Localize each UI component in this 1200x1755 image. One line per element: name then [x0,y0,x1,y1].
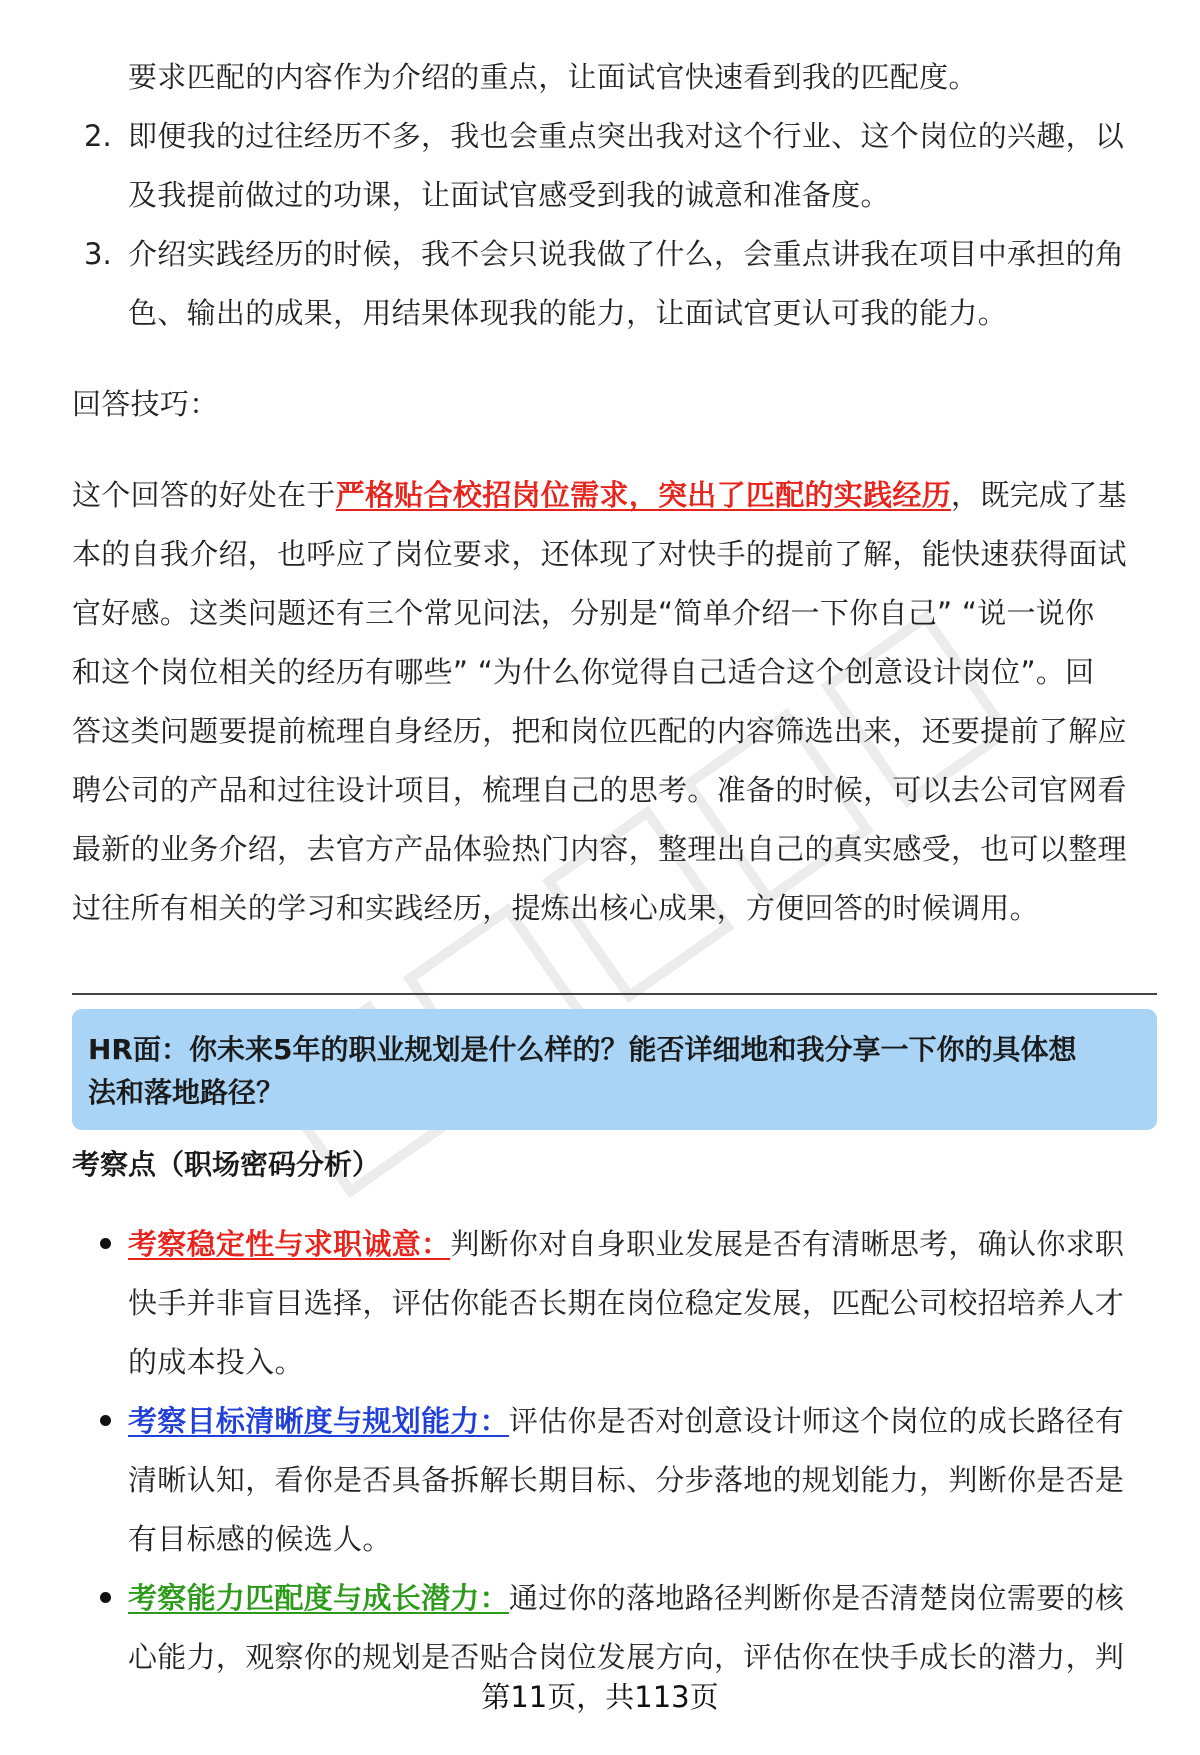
tips-line1-tail: ，既完成了基 [951,478,1127,512]
question-line-2: 法和落地路径？ [88,1076,285,1109]
tips-intro-text: 这个回答的好处在于 [72,478,336,512]
bullet-1-line-2: 快手并非盲目选择，评估你能否长期在岗位稳定发展，匹配公司校招培养人才 [128,1286,1125,1320]
bullet-1-text: 判断你对自身职业发展是否有清晰思考，确认你求职 [450,1227,1125,1261]
bullet-2-label: 考察目标清晰度与规划能力： [128,1404,509,1438]
tips-paragraph-line-2: 本的自我介绍，也呼应了岗位要求，还体现了对快手的提前了解，能快速获得面试 [72,537,1127,571]
list-item-3-line-1: 介绍实践经历的时候，我不会只说我做了什么，会重点讲我在项目中承担的角 [128,237,1125,271]
bullet-2-text: 评估你是否对创意设计师这个岗位的成长路径有 [508,1404,1125,1438]
bullet-2-line-1 [128,1401,1124,1441]
bullet-2-line-3: 有目标感的候选人。 [128,1522,392,1556]
list-number-2: 2. [84,119,112,153]
bullet-dot-3 [100,1592,111,1603]
tips-paragraph-line-1 [72,475,1127,515]
tips-paragraph-line-8: 过往所有相关的学习和实践经历，提炼出核心成果，方便回答的时候调用。 [72,891,1039,925]
tips-paragraph-line-5: 答这类问题要提前梳理自身经历，把和岗位匹配的内容筛选出来，还要提前了解应 [72,714,1127,748]
bullet-dot-2 [100,1415,111,1426]
bullet-3-text: 通过你的落地路径判断你是否清楚岗位需要的核 [508,1581,1125,1615]
tips-paragraph-line-6: 聘公司的产品和过往设计项目，梳理自己的思考。准备的时候，可以去公司官网看 [72,773,1127,807]
bullet-3-line-2: 心能力，观察你的规划是否贴合岗位发展方向，评估你在快手成长的潜力，判 [128,1640,1125,1674]
question-line-1: HR面：你未来5年的职业规划是什么样的？能否详细地和我分享一下你的具体想 [88,1033,1077,1066]
list-item-2-line-1: 即便我的过往经历不多，我也会重点突出我对这个行业、这个岗位的兴趣，以 [128,119,1125,153]
page-number: 第11页，共113页 [481,1680,719,1714]
list-item-2-line-2: 及我提前做过的功课，让面试官感受到我的诚意和准备度。 [128,178,890,212]
bullet-3-line-1 [128,1578,1124,1618]
analysis-heading: 考察点（职场密码分析） [72,1148,381,1181]
tips-paragraph-line-4: 和这个岗位相关的经历有哪些” “为什么你觉得自己适合这个创意设计岗位”。回 [72,655,1095,689]
list-item-1-continuation: 要求匹配的内容作为介绍的重点，让面试官快速看到我的匹配度。 [128,60,978,94]
bullet-3-label: 考察能力匹配度与成长潜力： [128,1581,509,1615]
list-number-3: 3. [84,237,112,271]
tips-heading: 回答技巧： [72,387,219,421]
tips-paragraph-line-3: 官好感。这类问题还有三个常见问法，分别是“简单介绍一下你自己” “说一说你 [72,596,1095,630]
bullet-dot-1 [100,1238,111,1249]
tips-key-highlight: 严格贴合校招岗位需求，突出了匹配的实践经历 [335,478,952,512]
bullet-1-label: 考察稳定性与求职诚意： [128,1227,451,1261]
bullet-1-line-1 [128,1224,1124,1264]
tips-paragraph-line-7: 最新的业务介绍，去官方产品体验热门内容，整理出自己的真实感受，也可以整理 [72,832,1127,866]
section-divider [72,993,1157,995]
list-item-3-line-2: 色、输出的成果，用结果体现我的能力，让面试官更认可我的能力。 [128,296,1008,330]
bullet-1-line-3: 的成本投入。 [128,1345,304,1379]
bullet-2-line-2: 清晰认知，看你是否具备拆解长期目标、分步落地的规划能力，判断你是否是 [128,1463,1125,1497]
